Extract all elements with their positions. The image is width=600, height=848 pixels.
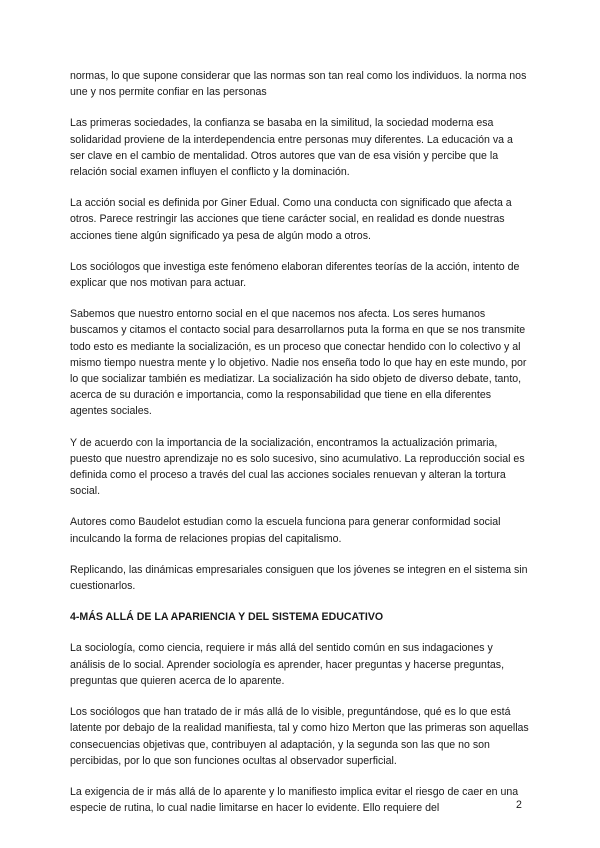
paragraph: normas, lo que supone considerar que las normas son tan real como los individuos. la norma nos une y nos permite confiar en las personas <box>70 70 527 99</box>
paragraph: La exigencia de ir más allá de lo aparente y lo manifiesto implica evitar el riesgo de caer en una especie de rutina, lo cual nadie limitarse en hacer lo evidente. Ello requiere del <box>70 785 519 815</box>
paragraph: La acción social es definida por Giner Edual. Como una conducta con significado que afecta a otros. Parece restringir las acciones que tiene carácter social, en realidad es donde nuestras acciones tiene algún significado ya pesa de algún modo a otros. <box>70 197 512 242</box>
paragraph: La sociología, como ciencia, requiere ir más allá del sentido común en sus indagaciones y análisis de lo social. Aprender sociología es aprender, hacer preguntas y hacerse preguntas, preguntas que quieren acerca de lo aparente. <box>70 642 505 687</box>
paragraph: Sabemos que nuestro entorno social en el que nacemos nos afecta. Los seres humanos buscamos y citamos el contacto social para desarrollarnos puta la forma en que se nos transmite todo esto es mediante la socialización, es un proceso que conectar hendido con lo colectivo y al mismo tiempo nuestra mente y lo objetivo. Nadie nos enseña todo lo que hay en este mundo, por lo que socializar también es mediatizar. La socialización ha sido objeto de diverso debate, tanto, acerca de su duración e importancia, como la responsabilidad que tiene en ella diferentes agentes sociales. <box>70 308 527 418</box>
paragraph: Replicando, las dinámicas empresariales consiguen que los jóvenes se integren en el sistema sin cuestionarlos. <box>70 563 528 593</box>
page-number: 2 <box>516 799 522 811</box>
paragraph: Las primeras sociedades, la confianza se basaba en la similitud, la sociedad moderna esa solidaridad proviene de la interdependencia entre personas muy diferentes. La educación va a ser clave en el cambio de mentalidad. Otros autores que van de esa visión y percibe que la relación social examen influyen el conflicto y la dominación. <box>70 117 513 179</box>
document-page <box>70 68 530 831</box>
paragraph: Los sociólogos que han tratado de ir más allá de lo visible, preguntándose, qué es lo que está latente por debajo de la realidad manifiesta, tal y como hizo Merton que las primeras son aquellas consecuencias objetivas que, contribuyen al adaptación, y la segunda son las que no son percibidas, por lo que son funciones ocultas al observador superficial. <box>70 706 529 767</box>
paragraph: Los sociólogos que investiga este fenómeno elaboran diferentes teorías de la acción, intento de explicar que nos motivan para actuar. <box>70 260 520 290</box>
paragraph: Y de acuerdo con la importancia de la socialización, encontramos la actualización primaria, puesto que nuestro aprendizaje no es solo sucesivo, sino acumulativo. La reproducción social es definida como el proceso a través del cual las acciones sociales renuevan y alteran la tortura social. <box>70 436 525 498</box>
paragraph: Autores como Baudelot estudian como la escuela funciona para generar conformidad social inculcando la forma de relaciones propias del capitalismo. <box>70 516 501 545</box>
section-heading: 4-MÁS ALLÁ DE LA APARIENCIA Y DEL SISTEMA EDUCATIVO <box>70 611 384 624</box>
